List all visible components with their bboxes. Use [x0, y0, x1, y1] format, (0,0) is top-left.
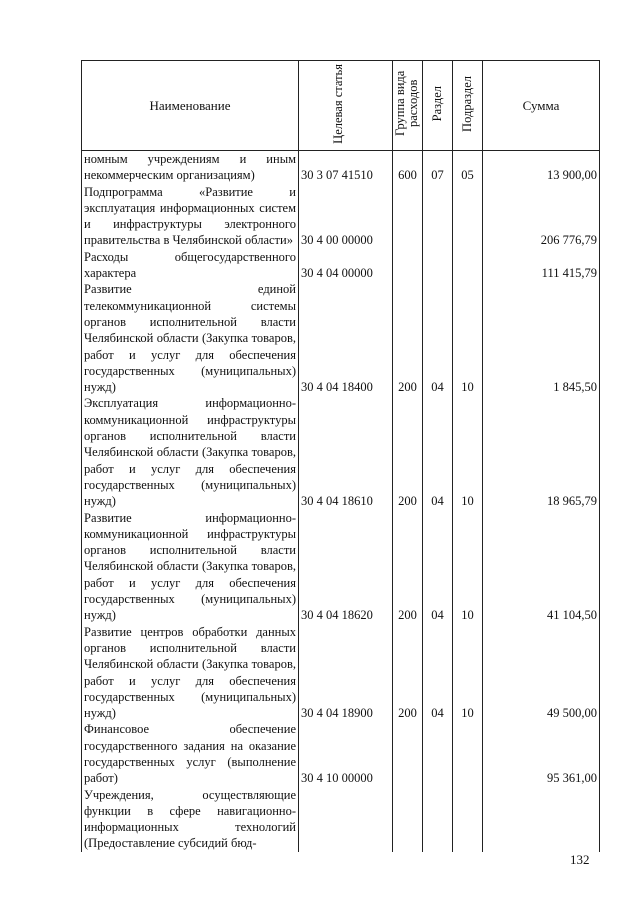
row-subsection: [453, 249, 483, 282]
row-group: [393, 184, 423, 249]
header-name: Наименование: [82, 61, 299, 151]
row-subsection: 10: [453, 281, 483, 395]
row-sum: 95 361,00: [483, 721, 600, 786]
row-name: Подпрограмма «Развитие и эксплуатация информационных систем и инфраструктуры электронного правительства в Челябинской области»: [82, 184, 299, 249]
row-sum: 18 965,79: [483, 395, 600, 509]
row-section: [423, 249, 453, 282]
table-header-row: [82, 61, 600, 151]
table-row: [82, 721, 600, 786]
row-group: 600: [393, 151, 423, 184]
row-sum: 49 500,00: [483, 624, 600, 722]
header-target: Целевая статья: [299, 61, 393, 151]
row-code: 30 4 04 00000: [299, 249, 393, 282]
table-row: [82, 151, 600, 184]
row-name: Развитие информационно-коммуникационной инфраструктуры органов исполнительной власти Челябинской области (Закупка товаров, работ и услуг для обеспечения государственных (муниципальных) нужд): [82, 510, 299, 624]
row-code: 30 4 04 18400: [299, 281, 393, 395]
header-sum: Сумма: [483, 61, 600, 151]
row-code: [299, 787, 393, 852]
page-number: 132: [570, 852, 590, 867]
row-name: номным учреждениям и иным некоммерческим организациям): [82, 151, 299, 184]
row-group: 200: [393, 281, 423, 395]
row-subsection: 10: [453, 624, 483, 722]
row-name: Расходы общегосударственного характера: [82, 249, 299, 282]
row-subsection: 10: [453, 395, 483, 509]
row-code: 30 4 10 00000: [299, 721, 393, 786]
table-row: [82, 281, 600, 395]
budget-table: [81, 60, 600, 852]
row-name: Развитие единой телекоммуникационной системы органов исполнительной власти Челябинской области (Закупка товаров, работ и услуг для обеспечения государственных (муниципальных) нужд): [82, 281, 299, 395]
row-code: 30 4 04 18610: [299, 395, 393, 509]
row-section: 04: [423, 510, 453, 624]
row-group: [393, 787, 423, 852]
table-row: [82, 184, 600, 249]
row-sum: 206 776,79: [483, 184, 600, 249]
row-name: Финансовое обеспечение государственного задания на оказание государственных услуг (выполнение работ): [82, 721, 299, 786]
row-subsection: [453, 721, 483, 786]
row-group: 200: [393, 395, 423, 509]
row-sum: 1 845,50: [483, 281, 600, 395]
row-subsection: [453, 787, 483, 852]
row-group: 200: [393, 510, 423, 624]
header-expense-group: Группа вида расходов: [393, 61, 423, 151]
table-row: [82, 787, 600, 852]
table-row: [82, 510, 600, 624]
row-group: 200: [393, 624, 423, 722]
row-group: [393, 249, 423, 282]
table-row: [82, 624, 600, 722]
row-section: 04: [423, 281, 453, 395]
row-name: Развитие центров обработки данных органов исполнительной власти Челябинской области (Закупка товаров, работ и услуг для обеспечения государственных (муниципальных) нужд): [82, 624, 299, 722]
row-code: 30 4 00 00000: [299, 184, 393, 249]
row-sum: 111 415,79: [483, 249, 600, 282]
row-section: 07: [423, 151, 453, 184]
table-row: [82, 395, 600, 509]
row-subsection: 10: [453, 510, 483, 624]
row-group: [393, 721, 423, 786]
row-sum: 41 104,50: [483, 510, 600, 624]
row-sum: [483, 787, 600, 852]
row-section: 04: [423, 624, 453, 722]
row-subsection: 05: [453, 151, 483, 184]
header-section: Раздел: [423, 61, 453, 151]
header-subsection: Подраздел: [453, 61, 483, 151]
row-code: 30 3 07 41510: [299, 151, 393, 184]
row-subsection: [453, 184, 483, 249]
row-section: [423, 184, 453, 249]
row-name: Учреждения, осуществляющие функции в сфере навигационно-информационных технологий (Предоставление субсидий бюд-: [82, 787, 299, 852]
row-section: [423, 721, 453, 786]
row-section: 04: [423, 395, 453, 509]
row-sum: 13 900,00: [483, 151, 600, 184]
table-row: [82, 249, 600, 282]
row-name: Эксплуатация информационно-коммуникационной инфраструктуры органов исполнительной власти Челябинской области (Закупка товаров, работ и услуг для обеспечения государственных (муниципальных) нужд): [82, 395, 299, 509]
row-code: 30 4 04 18620: [299, 510, 393, 624]
row-code: 30 4 04 18900: [299, 624, 393, 722]
row-section: [423, 787, 453, 852]
